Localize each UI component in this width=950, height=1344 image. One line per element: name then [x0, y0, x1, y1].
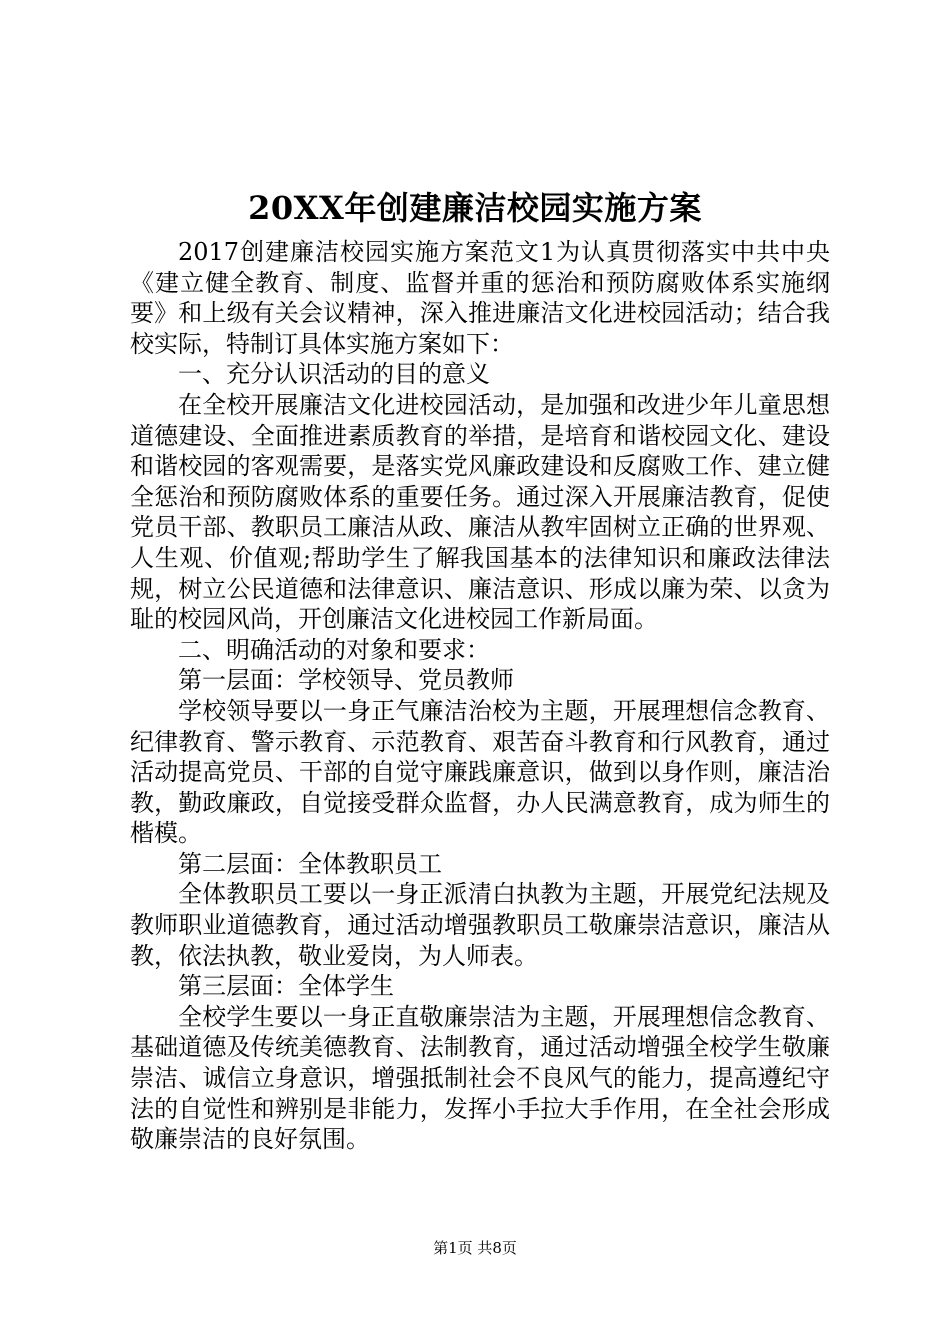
paragraph-intro: 2017创建廉洁校园实施方案范文1为认真贯彻落实中共中央《建立健全教育、制度、监督并重的惩治和预防腐败体系实施纲要》和上级有关会议精神，深入推进廉洁文化进校园活动；结合我校实际，特制订具体实施方案如下： — [130, 238, 830, 358]
section-heading-2: 二、明确活动的对象和要求： — [178, 635, 490, 664]
paragraph-level-1: 学校领导要以一身正气廉洁治校为主题，开展理想信念教育、纪律教育、警示教育、示范教育、艰苦奋斗教育和行风教育，通过活动提高党员、干部的自觉守廉践廉意识，做到以身作则，廉洁治教，勤政廉政，自觉接受群众监督，办人民满意教育，成为师生的楷模。 — [130, 696, 830, 848]
document-title: 20XX年创建廉洁校园实施方案 — [248, 189, 702, 227]
paragraph-level-3: 全校学生要以一身正直敬廉崇洁为主题，开展理想信念教育、基础道德及传统美德教育、法制教育，通过活动增强全校学生敬廉崇洁、诚信立身意识，增强抵制社会不良风气的能力，提高遵纪守法的自觉性和辨别是非能力，发挥小手拉大手作用，在全社会形成敬廉崇洁的良好氛围。 — [130, 1002, 830, 1154]
subheading-level-2: 第二层面：全体教职员工 — [178, 849, 442, 878]
subheading-level-3: 第三层面：全体学生 — [178, 972, 394, 1001]
paragraph-level-2: 全体教职员工要以一身正派清白执教为主题，开展党纪法规及教师职业道德教育，通过活动增强教职员工敬廉崇洁意识，廉洁从教，依法执教，敬业爱岗，为人师表。 — [130, 880, 830, 970]
paragraph-purpose: 在全校开展廉洁文化进校园活动，是加强和改进少年儿童思想道德建设、全面推进素质教育的举措，是培育和谐校园文化、建设和谐校园的客观需要，是落实党风廉政建设和反腐败工作、建立健全惩治和预防腐败体系的重要任务。通过深入开展廉洁教育，促使党员干部、教职员工廉洁从政、廉洁从教牢固树立正确的世界观、人生观、价值观;帮助学生了解我国基本的法律知识和廉政法律法规，树立公民道德和法律意识、廉洁意识、形成以廉为荣、以贪为耻的校园风尚，开创廉洁文化进校园工作新局面。 — [130, 390, 830, 634]
document-body — [130, 237, 830, 1155]
subheading-level-1: 第一层面：学校领导、党员教师 — [178, 666, 514, 695]
section-heading-1: 一、充分认识活动的目的意义 — [178, 360, 490, 389]
page-number: 第1页 共8页 — [433, 1239, 517, 1257]
